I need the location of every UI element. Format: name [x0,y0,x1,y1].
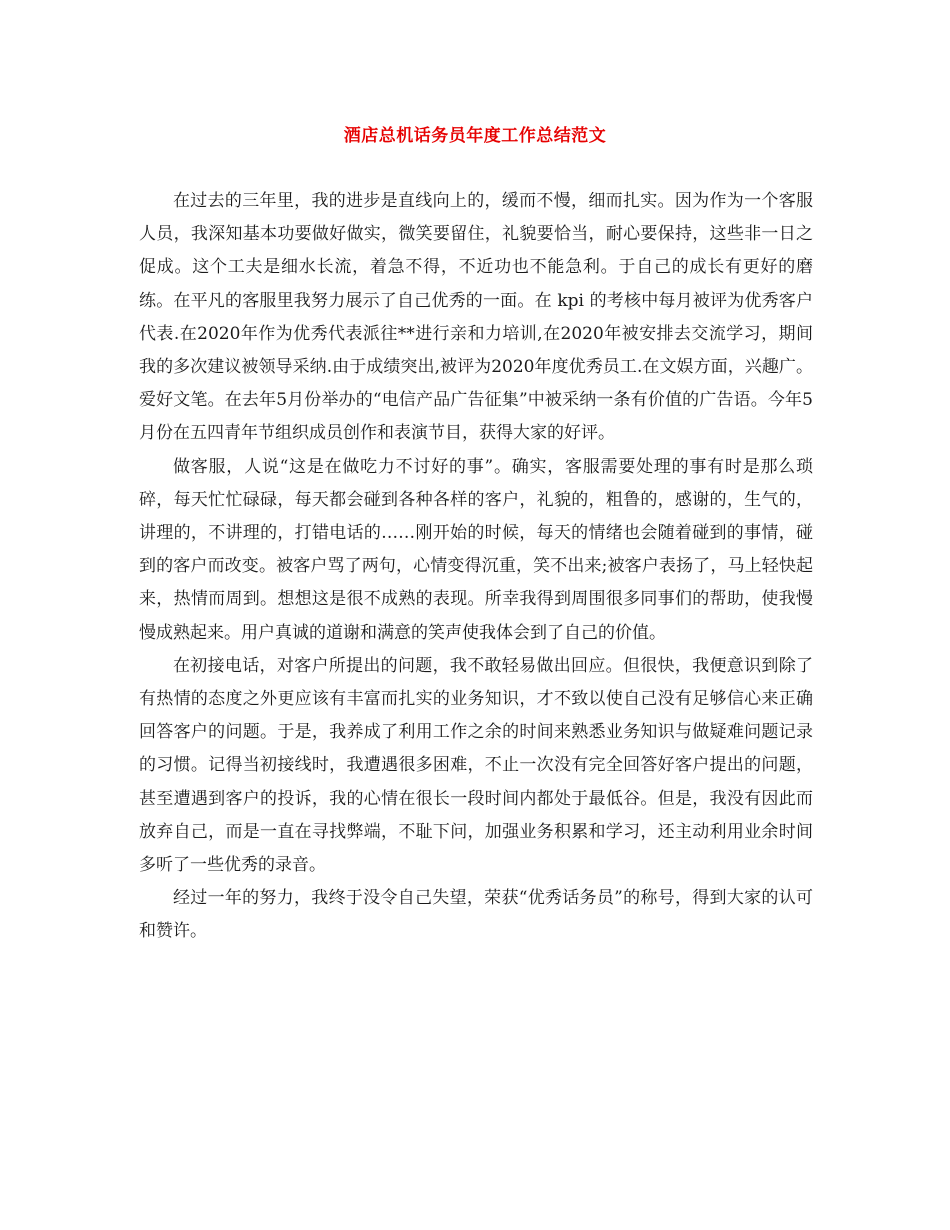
document-title: 酒店总机话务员年度工作总结范文 [343,126,607,146]
document-body [139,185,813,949]
paragraph: 做客服，人说“这是在做吃力不讨好的事”。确实，客服需要处理的事有时是那么琐碎，每天忙忙碌碌，每天都会碰到各种各样的客户，礼貌的，粗鲁的，感谢的，生气的，讲理的，不讲理的，打错电话的……刚开始的时候，每天的情绪也会随着碰到的事情，碰到的客户而改变。被客户骂了两句，心情变得沉重，笑不出来;被客户表扬了，马上轻快起来，热情而周到。想想这是很不成熟的表现。所幸我得到周围很多同事们的帮助，使我慢慢成熟起来。用户真诚的道谢和满意的笑声使我体会到了自己的价值。 [139,456,813,643]
paragraph: 在过去的三年里，我的进步是直线向上的，缓而不慢，细而扎实。因为作为一个客服人员，我深知基本功要做好做实，微笑要留住，礼貌要恰当，耐心要保持，这些非一日之促成。这个工夫是细水长流，着急不得，不近功也不能急利。于自己的成长有更好的磨练。在平凡的客服里我努力展示了自己优秀的一面。在 kpi 的考核中每月被评为优秀客户代表.在2020年作为优秀代表派往**进行亲和力培训,在2020年被安排去交流学习，期间我的多次建议被领导采纳.由于成绩突出,被评为2020年度优秀员工.在文娱方面，兴趣广。爱好文笔。在去年5月份举办的“电信产品广告征集”中被采纳一条有价值的广告语。今年5月份在五四青年节组织成员创作和表演节目，获得大家的好评。 [139,191,813,444]
paragraph: 在初接电话，对客户所提出的问题，我不敢轻易做出回应。但很快，我便意识到除了有热情的态度之外更应该有丰富而扎实的业务知识，才不致以使自己没有足够信心来正确回答客户的问题。于是，我养成了利用工作之余的时间来熟悉业务知识与做疑难问题记录的习惯。记得当初接线时，我遭遇很多困难，不止一次没有完全回答好客户提出的问题，甚至遭遇到客户的投诉，我的心情在很长一段时间内都处于最低谷。但是，我没有因此而放弃自己，而是一直在寻找弊端，不耻下问，加强业务积累和学习，还主动利用业余时间多听了一些优秀的录音。 [139,655,813,876]
paragraph: 经过一年的努力，我终于没令自己失望，荣获“优秀话务员”的称号，得到大家的认可和赞许。 [139,888,813,942]
